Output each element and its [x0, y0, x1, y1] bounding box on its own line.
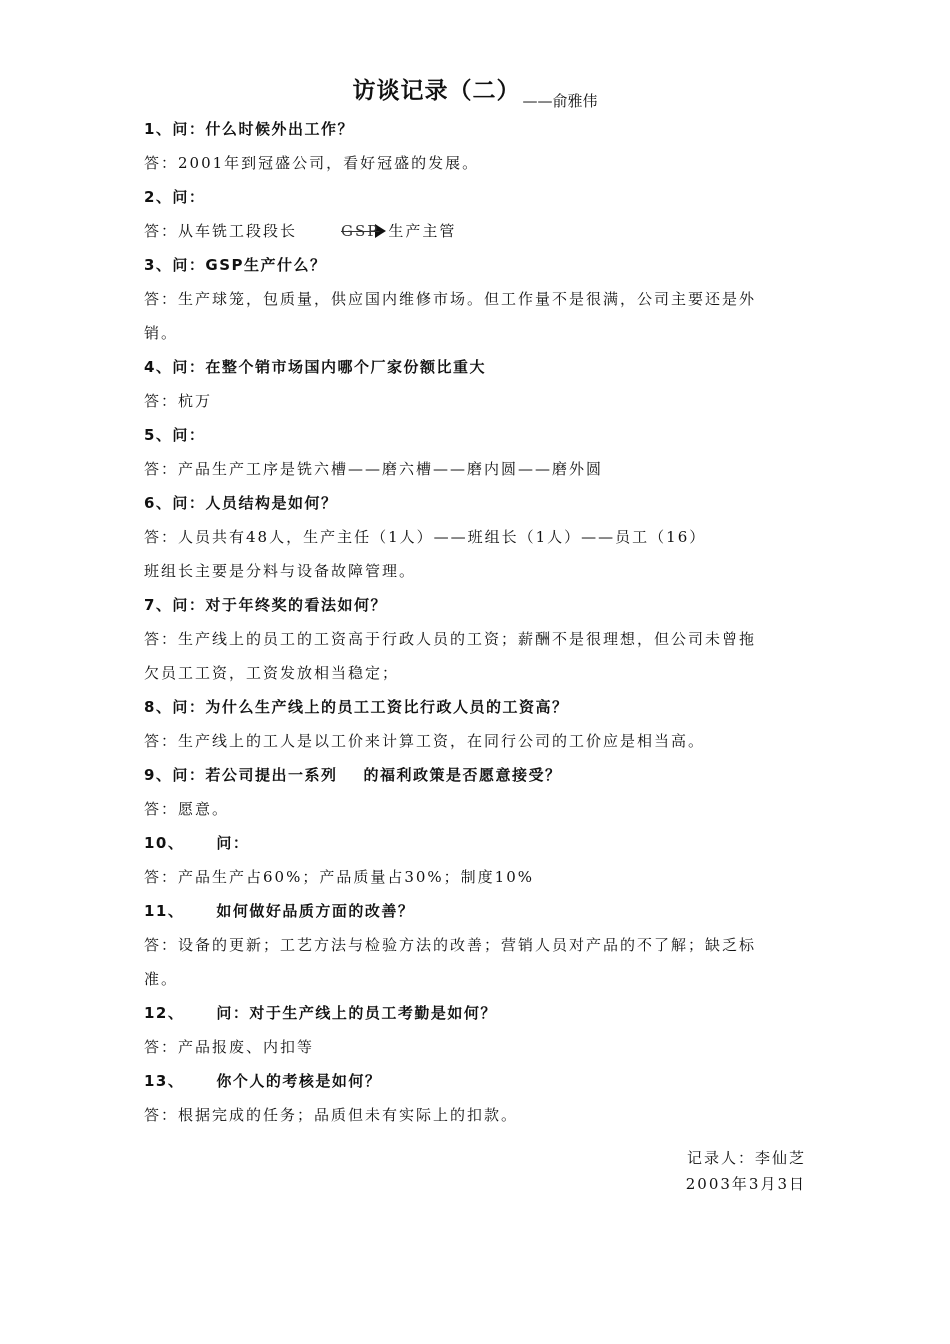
- signature-block: [686, 1146, 806, 1198]
- question-12-text: 问：对于生产线上的员工考勤是如何？: [216, 1004, 497, 1022]
- question-3: 3、问：GSP生产什么？: [144, 256, 327, 274]
- answer-3: [144, 287, 808, 355]
- question-10-number: 10、: [144, 834, 185, 852]
- answer-3-line-1: 答：生产球笼，包质量，供应国内维修市场。但工作量不是很满，公司主要还是外: [144, 290, 757, 308]
- answer-2-text-before: 答：从车铣工段段长: [144, 222, 298, 240]
- answer-5: 答：产品生产工序是铣六槽——磨六槽——磨内圆——磨外圆: [144, 460, 604, 478]
- answer-7: [144, 627, 808, 695]
- question-6: 6、问：人员结构是如何？: [144, 494, 338, 512]
- answer-6-line-2: 班组长主要是分料与设备故障管理。: [144, 562, 417, 580]
- document-title: 访谈记录（二）: [352, 78, 521, 104]
- question-8: 8、问：为什么生产线上的员工工资比行政人员的工资高？: [144, 698, 569, 716]
- question-10: [144, 831, 808, 865]
- question-10-text: 问：: [216, 834, 250, 852]
- question-7: 7、问：对于年终奖的看法如何？: [144, 596, 387, 614]
- question-1: 1、问：什么时候外出工作？: [144, 120, 354, 138]
- answer-4: 答：杭万: [144, 392, 213, 410]
- question-11-text: 如何做好品质方面的改善？: [216, 902, 415, 920]
- answer-8: 答：生产线上的工人是以工价来计算工资，在同行公司的工价应是相当高。: [144, 732, 706, 750]
- question-13: [144, 1069, 808, 1103]
- answer-11-line-1: 答：设备的更新；工艺方法与检验方法的改善；营销人员对产品的不了解；缺乏标: [144, 936, 757, 954]
- question-12-number: 12、: [144, 1004, 185, 1022]
- answer-10: 答：产品生产占60%；产品质量占30%；制度10%: [144, 868, 535, 886]
- question-11-number: 11、: [144, 902, 185, 920]
- answer-7-line-2: 欠员工工资，工资发放相当稳定；: [144, 664, 400, 682]
- answer-7-line-1: 答：生产线上的员工的工资高于行政人员的工资；薪酬不是很理想，但公司未曾拖: [144, 630, 757, 648]
- answer-6: [144, 525, 808, 593]
- answer-2-text-after: 生产主管: [388, 222, 457, 240]
- interview-body: [144, 117, 808, 1137]
- title-block: [0, 72, 950, 110]
- question-9-part-1: 9、问：若公司提出一系列: [144, 766, 338, 784]
- question-2: 2、问：: [144, 188, 206, 206]
- question-13-text: 你个人的考核是如何？: [216, 1072, 382, 1090]
- answer-11-line-2: 准。: [144, 970, 179, 988]
- question-4: 4、问：在整个销市场国内哪个厂家份额比重大: [144, 358, 486, 376]
- answer-9: 答：愿意。: [144, 800, 230, 818]
- document-subtitle: ——俞雅伟: [522, 92, 598, 110]
- date-line: 2003年3月3日: [685, 1175, 806, 1193]
- answer-13: 答：根据完成的任务；品质但未有实际上的扣款。: [144, 1106, 519, 1124]
- question-12: [144, 1001, 808, 1035]
- question-9-part-2: 的福利政策是否愿意接受？: [363, 766, 562, 784]
- answer-1: 答：2001年到冠盛公司，看好冠盛的发展。: [144, 154, 480, 172]
- answer-2-struck-text: GSP: [341, 222, 380, 240]
- question-11: [144, 899, 808, 933]
- recorder-line: 记录人：李仙芝: [686, 1149, 806, 1167]
- question-9: [144, 763, 808, 797]
- answer-11: [144, 933, 808, 1001]
- answer-3-line-2: 销。: [144, 324, 179, 342]
- question-5: 5、问：: [144, 426, 206, 444]
- answer-12: 答：产品报废、内扣等: [144, 1038, 315, 1056]
- question-13-number: 13、: [144, 1072, 185, 1090]
- answer-2: [144, 219, 808, 253]
- answer-6-line-1: 答：人员共有48人，生产主任（1人）——班组长（1人）——员工（16）: [144, 528, 707, 546]
